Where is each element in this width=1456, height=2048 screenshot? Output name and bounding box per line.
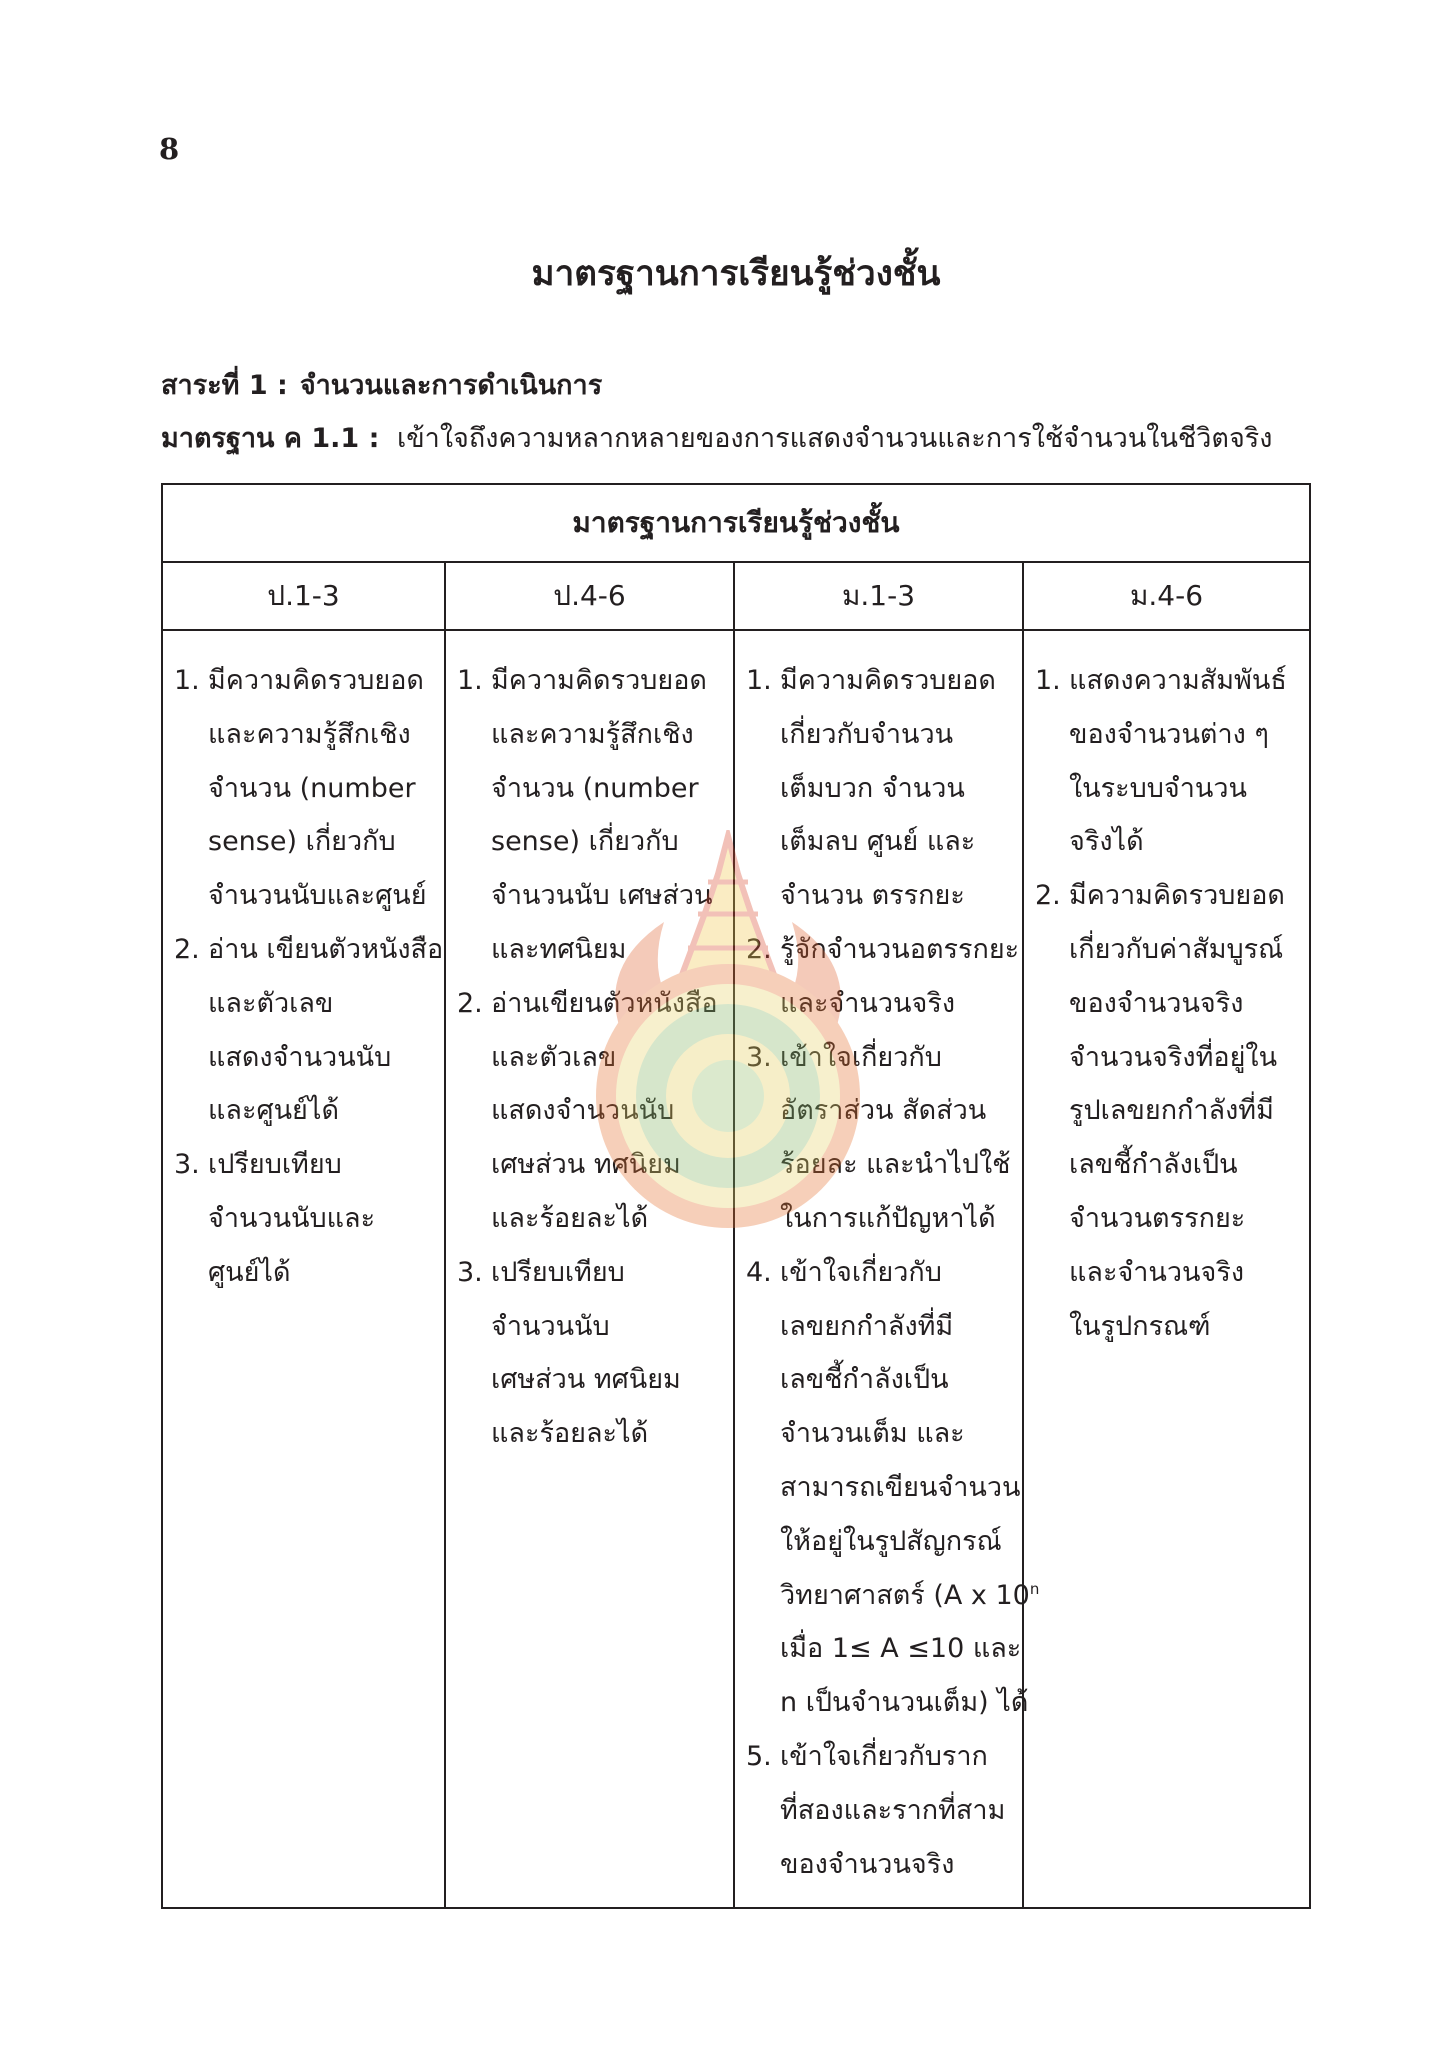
- item-line: เกี่ยวกับค่าสัมบูรณ์: [1069, 933, 1284, 965]
- table-body: [163, 631, 1309, 1907]
- item-line: และตัวเลข: [491, 1041, 617, 1073]
- item-line: มีความคิดรวบยอด: [208, 665, 424, 696]
- list-item: [457, 654, 733, 977]
- item-line: ของจำนวนจริง: [780, 1848, 955, 1880]
- item-line: จำนวนจริงที่อยู่ใน: [1069, 1041, 1278, 1073]
- standard-heading: [161, 419, 1311, 459]
- level-header-p1-3: ป.1-3: [163, 563, 446, 629]
- list-item: [457, 1246, 733, 1461]
- item-line: รู้จักจำนวนอตรรกยะ: [780, 933, 1020, 965]
- item-line: sense) เกี่ยวกับ: [491, 826, 679, 858]
- strand-heading: [161, 366, 602, 406]
- item-line: และจำนวนจริง: [1069, 1256, 1245, 1288]
- table-header: มาตรฐานการเรียนรู้ช่วงชั้น: [163, 485, 1309, 563]
- item-line: ศูนย์ได้: [208, 1256, 291, 1288]
- item-number: 1.: [457, 665, 483, 696]
- standards-table: [161, 483, 1311, 1909]
- item-line: ของจำนวนจริง: [1069, 987, 1244, 1019]
- item-line: เลขชี้กำลังเป็น: [780, 1364, 949, 1396]
- list-item: [746, 1031, 1022, 1246]
- item-line: ร้อยละ และนำไปใช้: [780, 1149, 1011, 1181]
- item-line: เศษส่วน ทศนิยม: [491, 1149, 681, 1181]
- item-line: จำนวนนับ: [491, 1310, 610, 1342]
- item-line: มีความคิดรวบยอด: [491, 665, 707, 696]
- item-number: 2.: [1035, 880, 1061, 912]
- list-item: [1035, 654, 1309, 869]
- standard-text: เข้าใจถึงความหลากหลายของการแสดงจำนวนและการใช้จำนวนในชีวิตจริง: [397, 423, 1273, 454]
- item-line: รูปเลขยกกำลังที่มี: [1069, 1095, 1274, 1127]
- item-line: แสดงจำนวนนับ: [491, 1095, 675, 1127]
- item-line: เศษส่วน ทศนิยม: [491, 1364, 681, 1396]
- item-line: เข้าใจเกี่ยวกับราก: [780, 1740, 988, 1772]
- item-line: เข้าใจเกี่ยวกับ: [780, 1256, 942, 1288]
- column-m4-6: [1024, 631, 1309, 1907]
- standard-label: มาตรฐาน ค 1.1 :: [161, 423, 380, 454]
- item-line: จำนวนเต็ม และ: [780, 1418, 965, 1450]
- item-line: จริงได้: [1069, 826, 1144, 858]
- item-line: แสดงจำนวนนับ: [208, 1041, 392, 1073]
- column-p1-3: [163, 631, 446, 1907]
- item-line: เปรียบเทียบ: [208, 1149, 342, 1181]
- item-line: และความรู้สึกเชิง: [491, 718, 694, 750]
- item-line: ให้อยู่ในรูปสัญกรณ์: [780, 1525, 1002, 1557]
- list-item: [174, 654, 444, 923]
- item-number: 2.: [457, 987, 483, 1019]
- item-line: แสดงความสัมพันธ์: [1069, 665, 1287, 696]
- item-line: และตัวเลข: [208, 987, 334, 1019]
- item-line: จำนวนนับและศูนย์: [208, 880, 427, 912]
- item-line: เลขยกกำลังที่มี: [780, 1310, 954, 1342]
- item-line: ของจำนวนต่าง ๆ: [1069, 718, 1269, 750]
- item-line: และร้อยละได้: [491, 1418, 649, 1450]
- item-line: และทศนิยม: [491, 933, 627, 965]
- item-line: และจำนวนจริง: [780, 987, 956, 1019]
- level-header-m4-6: ม.4-6: [1129, 579, 1204, 612]
- item-line: อ่านเขียนตัวหนังสือ: [491, 987, 718, 1019]
- item-line: เต็มบวก จำนวน: [780, 772, 965, 804]
- list-item: [457, 977, 733, 1246]
- item-line: ในรูปกรณฑ์: [1069, 1310, 1211, 1342]
- item-line: ในระบบจำนวน: [1069, 772, 1247, 804]
- item-line: จำนวนตรรกยะ: [1069, 1202, 1246, 1234]
- item-line: เปรียบเทียบ: [491, 1256, 625, 1288]
- item-number: 5.: [746, 1740, 772, 1772]
- list-item: [174, 923, 444, 1138]
- list-item: [746, 923, 1022, 1031]
- item-line: n เป็นจำนวนเต็ม) ได้: [780, 1687, 1029, 1719]
- item-line: อ่าน เขียนตัวหนังสือ: [208, 933, 444, 965]
- item-number: 3.: [174, 1149, 200, 1181]
- item-line: สามารถเขียนจำนวน: [780, 1471, 1021, 1503]
- item-line: และความรู้สึกเชิง: [208, 718, 411, 750]
- page-title: มาตรฐานการเรียนรู้ช่วงชั้น: [531, 254, 941, 294]
- level-header-row: [163, 563, 1309, 631]
- exponent: n: [1029, 1579, 1040, 1598]
- item-line: และศูนย์ได้: [208, 1095, 339, 1127]
- item-line: ในการแก้ปัญหาได้: [780, 1202, 996, 1234]
- item-line: อัตราส่วน สัดส่วน: [780, 1095, 987, 1127]
- list-item: [746, 1730, 1022, 1891]
- column-m1-3: [735, 631, 1040, 1907]
- item-number: 2.: [174, 933, 200, 965]
- list-item: [174, 1138, 444, 1299]
- item-number: 3.: [457, 1256, 483, 1288]
- strand-label: สาระที่ 1 :: [161, 370, 288, 401]
- item-line: เต็มลบ ศูนย์ และ: [780, 826, 976, 858]
- item-line: ที่สองและรากที่สาม: [780, 1794, 1006, 1826]
- list-item: [746, 1246, 1040, 1730]
- item-line: จำนวนนับและ: [208, 1202, 376, 1234]
- item-line: sense) เกี่ยวกับ: [208, 826, 396, 858]
- item-number: 1.: [746, 665, 772, 696]
- item-line: เกี่ยวกับจำนวน: [780, 718, 954, 750]
- item-line: เมื่อ 1≤ A ≤10 และ: [780, 1633, 1022, 1665]
- item-number: 4.: [746, 1256, 772, 1288]
- item-line: เลขชี้กำลังเป็น: [1069, 1149, 1238, 1181]
- item-number: 1.: [1035, 665, 1061, 696]
- item-line-text: วิทยาศาสตร์ (A x 10: [780, 1579, 1030, 1611]
- item-line: จำนวน ตรรกยะ: [780, 880, 965, 912]
- level-header-m1-3: ม.1-3: [735, 563, 1024, 629]
- list-item: [746, 654, 1022, 923]
- item-line: จำนวน (number: [491, 772, 699, 804]
- item-line: มีความคิดรวบยอด: [1069, 880, 1285, 912]
- item-line: มีความคิดรวบยอด: [780, 665, 996, 696]
- item-line: เข้าใจเกี่ยวกับ: [780, 1041, 942, 1073]
- item-number: 2.: [746, 933, 772, 965]
- item-line: จำนวนนับ เศษส่วน: [491, 880, 713, 912]
- item-line: และร้อยละได้: [491, 1202, 649, 1234]
- item-line: จำนวน (number: [208, 772, 416, 804]
- item-number: 1.: [174, 665, 200, 696]
- item-number: 3.: [746, 1041, 772, 1073]
- page-number: 8: [159, 132, 180, 166]
- column-p4-6: [446, 631, 735, 1907]
- item-line-with-exponent: [780, 1569, 1040, 1623]
- list-item: [1035, 869, 1309, 1353]
- strand-text: จำนวนและการดำเนินการ: [299, 370, 603, 401]
- level-header-p4-6: ป.4-6: [446, 563, 735, 629]
